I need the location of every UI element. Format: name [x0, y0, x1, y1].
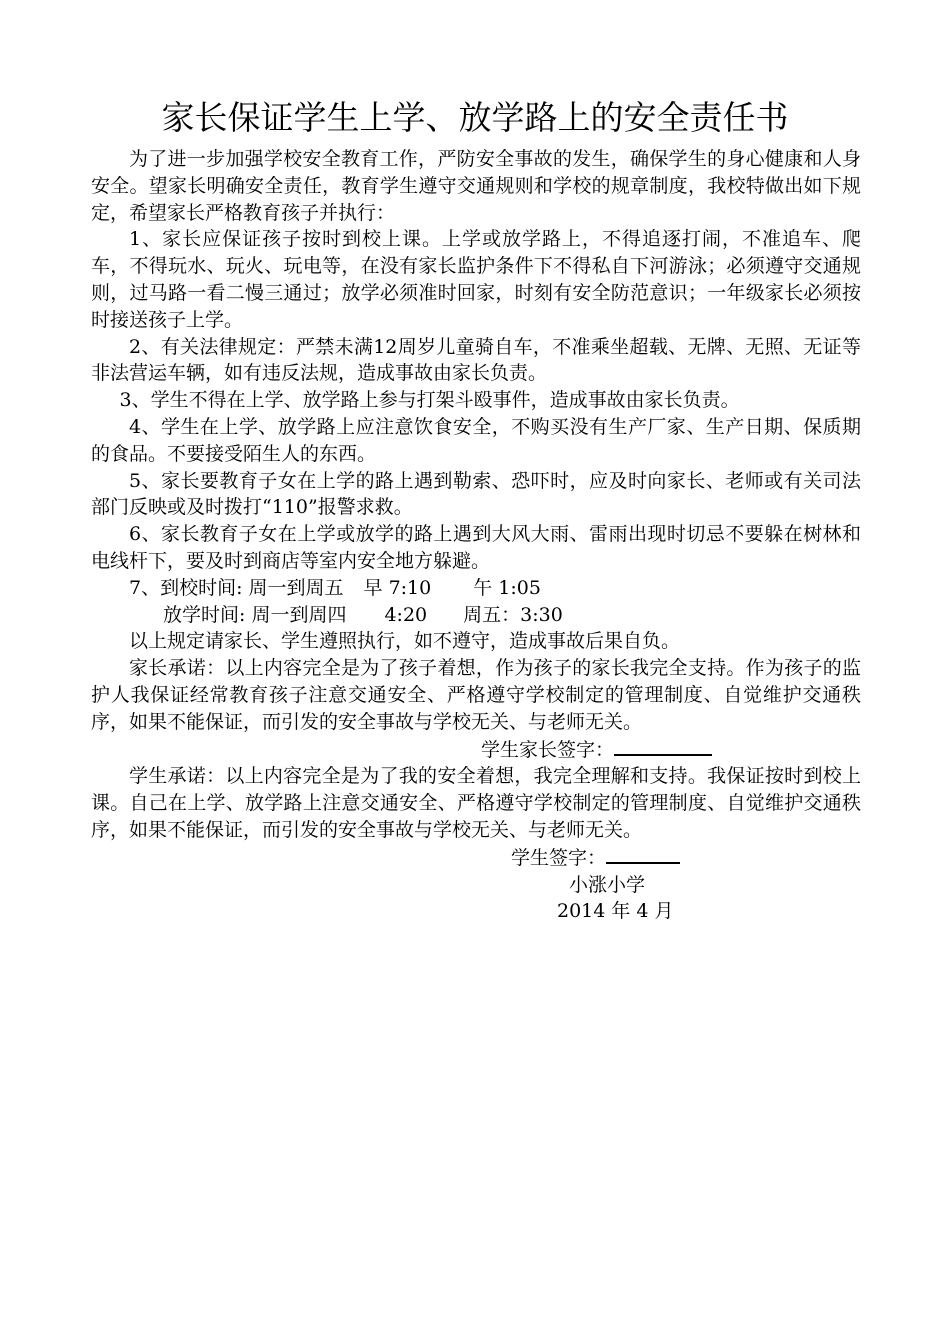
school-name: 小涨小学: [569, 873, 646, 896]
rule-6: 6、家长教育子女在上学或放学的路上遇到大风大雨、雷雨出现时切忌不要躲在树林和电线杆下，要及时到商店等室内安全地方躲避。: [91, 523, 861, 572]
rule-5: 5、家长要教育子女在上学的路上遇到勒索、恐吓时，应及时向家长、老师或有关司法部门反映或及时拨打“110”报警求救。: [91, 469, 861, 519]
leave-label: 放学时间: 周一到周四: [163, 603, 347, 626]
leave-time-2: 周五：3:30: [463, 603, 563, 626]
student-promise: 学生承诺：以上内容完全是为了我的安全着想，我完全理解和支持。我保证按时到校上课。自己在上学、放学路上注意交通安全、严格遵守学校制定的管理制度、自觉维护交通秩序，如果不能保证，而引发的安全事故与学校无关、与老师无关。: [91, 765, 861, 841]
arrival-label: 7、到校时间: 周一到周五: [129, 576, 344, 599]
student-signature-blank[interactable]: [606, 844, 680, 864]
rule-4: 4、学生在上学、放学路上应注意饮食安全，不购买没有生产厂家、生产日期、保质期的食品。不要接受陌生人的东西。: [91, 415, 861, 465]
intro-paragraph: 为了进一步加强学校安全教育工作，严防安全事故的发生，确保学生的身心健康和人身安全。望家长明确安全责任，教育学生遵守交通规则和学校的规章制度，我校特做出如下规定，希望家长严格教育孩子并执行：: [91, 148, 861, 224]
document-body: [91, 146, 861, 925]
student-signature-line: [91, 844, 861, 872]
document-title: 家长保证学生上学、放学路上的安全责任书: [161, 98, 789, 137]
parent-signature-line: [91, 736, 861, 764]
parent-promise: 家长承诺：以上内容完全是为了孩子着想，作为孩子的家长我完全支持。作为孩子的监护人我保证经常教育孩子注意交通安全、严格遵守学校制定的管理制度、自觉维护交通秩序，如果不能保证，而引发的安全事故与学校无关、与老师无关。: [91, 657, 861, 733]
closing-paragraph: 以上规定请家长、学生遵照执行，如不遵守，造成事故后果自负。: [129, 630, 681, 653]
arrival-morning: 早 7:10: [363, 576, 432, 599]
rule-3: 3、学生不得在上学、放学路上参与打架斗殴事件，造成事故由家长负责。: [119, 389, 740, 412]
document-date: 2014 年 4 月: [557, 900, 674, 923]
rule-1: 1、家长应保证孩子按时到校上课。上学或放学路上，不得追逐打闹，不准追车、爬车，不得玩水、玩火、玩电等，在没有家长监护条件下不得私自下河游泳；必须遵守交通规则，过马路一看二慢三通过；放学必须准时回家，时刻有安全防范意识；一年级家长必须按时接送孩子上学。: [91, 228, 861, 331]
parent-sign-label: 学生家长签字：: [481, 738, 615, 761]
rule-7-leave: [91, 602, 861, 629]
arrival-afternoon: 午 1:05: [473, 576, 541, 599]
parent-signature-blank[interactable]: [614, 736, 712, 756]
student-sign-label: 学生签字：: [511, 846, 607, 869]
rule-7-arrival: [91, 575, 861, 602]
rule-2: 2、有关法律规定：严禁未满12周岁儿童骑自车，不准乘坐超载、无牌、无照、无证等非法营运车辆，如有违反法规，造成事故由家长负责。: [91, 335, 861, 385]
leave-time-1: 4:20: [384, 603, 428, 626]
